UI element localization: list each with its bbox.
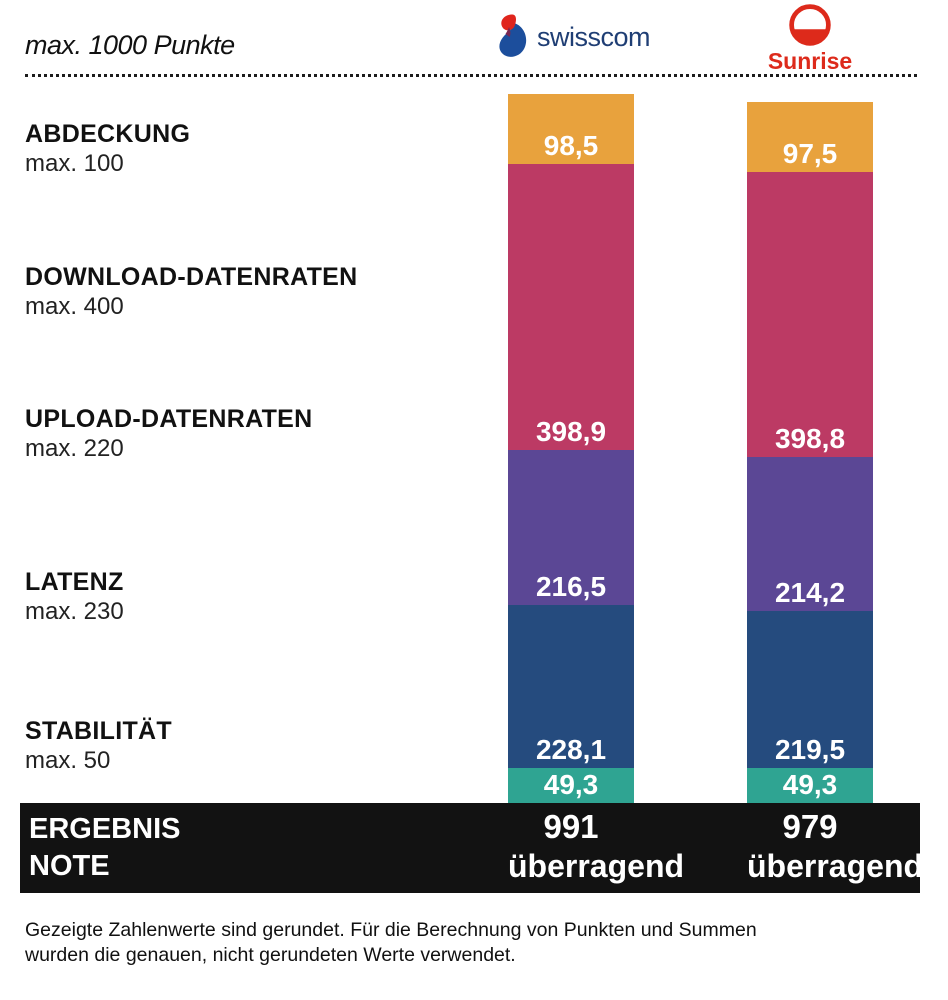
category-label-abdeckung (25, 121, 190, 177)
category-max: max. 230 (25, 598, 124, 625)
segment-value-label: 398,9 (535, 415, 607, 447)
segment-stabilitaet-swisscom (508, 768, 634, 803)
segment-value-label: 214,2 (774, 576, 846, 608)
category-max: max. 220 (25, 435, 124, 462)
result-total-sunrise: 979 (782, 808, 838, 845)
segment-value-label: 98,5 (543, 130, 599, 162)
sunrise-logo (767, 4, 853, 75)
footnote-line-2: wurden die genauen, nicht gerundeten Werte verwendet. (25, 944, 516, 966)
header-dotted-divider (25, 74, 917, 77)
segment-value-label: 216,5 (535, 570, 607, 602)
category-label-upload (25, 406, 313, 462)
max-points-label: max. 1000 Punkte (25, 30, 235, 60)
segment-download-swisscom (508, 164, 634, 449)
category-title: UPLOAD-DATENRATEN (25, 405, 313, 433)
segment-value-label: 49,3 (782, 769, 838, 800)
swisscom-wordmark: swisscom (537, 21, 651, 52)
segment-value-label: 228,1 (535, 733, 607, 765)
category-title: ABDECKUNG (25, 120, 191, 148)
result-label-note: NOTE (29, 850, 110, 882)
category-label-download (25, 264, 358, 320)
sunrise-wordmark: Sunrise (767, 48, 853, 74)
stacked-bar-sunrise (747, 102, 873, 803)
result-bar (20, 803, 924, 893)
result-grade-sunrise: überragend (747, 848, 924, 884)
segment-latenz-sunrise (747, 611, 873, 768)
result-sunrise (747, 807, 924, 885)
result-label-ergebnis: ERGEBNIS (29, 813, 181, 845)
result-grade-swisscom: überragend (508, 848, 685, 884)
category-title: STABILITÄT (25, 717, 172, 745)
footnote (25, 918, 765, 968)
swisscom-logo (496, 14, 650, 60)
segment-stabilitaet-sunrise (747, 768, 873, 803)
category-max: max. 400 (25, 293, 124, 320)
category-label-stabilitaet (25, 718, 172, 774)
category-title: LATENZ (25, 568, 124, 596)
swisscom-logo-icon (496, 14, 530, 60)
segment-value-label: 97,5 (782, 138, 838, 170)
category-title: DOWNLOAD-DATENRATEN (25, 263, 358, 291)
segment-latenz-swisscom (508, 605, 634, 768)
result-total-swisscom: 991 (543, 808, 599, 845)
sunrise-logo-icon (789, 4, 831, 46)
category-max: max. 100 (25, 150, 124, 177)
footnote-line-1: Gezeigte Zahlenwerte sind gerundet. Für die Berechnung von Punkten und Summen (25, 919, 757, 941)
category-label-latenz (25, 569, 124, 625)
segment-upload-sunrise (747, 457, 873, 610)
segment-download-sunrise (747, 172, 873, 457)
segment-value-label: 219,5 (774, 733, 846, 765)
result-row-labels (29, 811, 180, 885)
segment-abdeckung-sunrise (747, 102, 873, 172)
segment-upload-swisscom (508, 450, 634, 605)
category-max: max. 50 (25, 747, 111, 774)
stacked-bar-swisscom (508, 94, 634, 803)
result-swisscom (508, 807, 685, 885)
segment-value-label: 398,8 (774, 423, 846, 455)
segment-value-label: 49,3 (543, 769, 599, 800)
segment-abdeckung-swisscom (508, 94, 634, 164)
